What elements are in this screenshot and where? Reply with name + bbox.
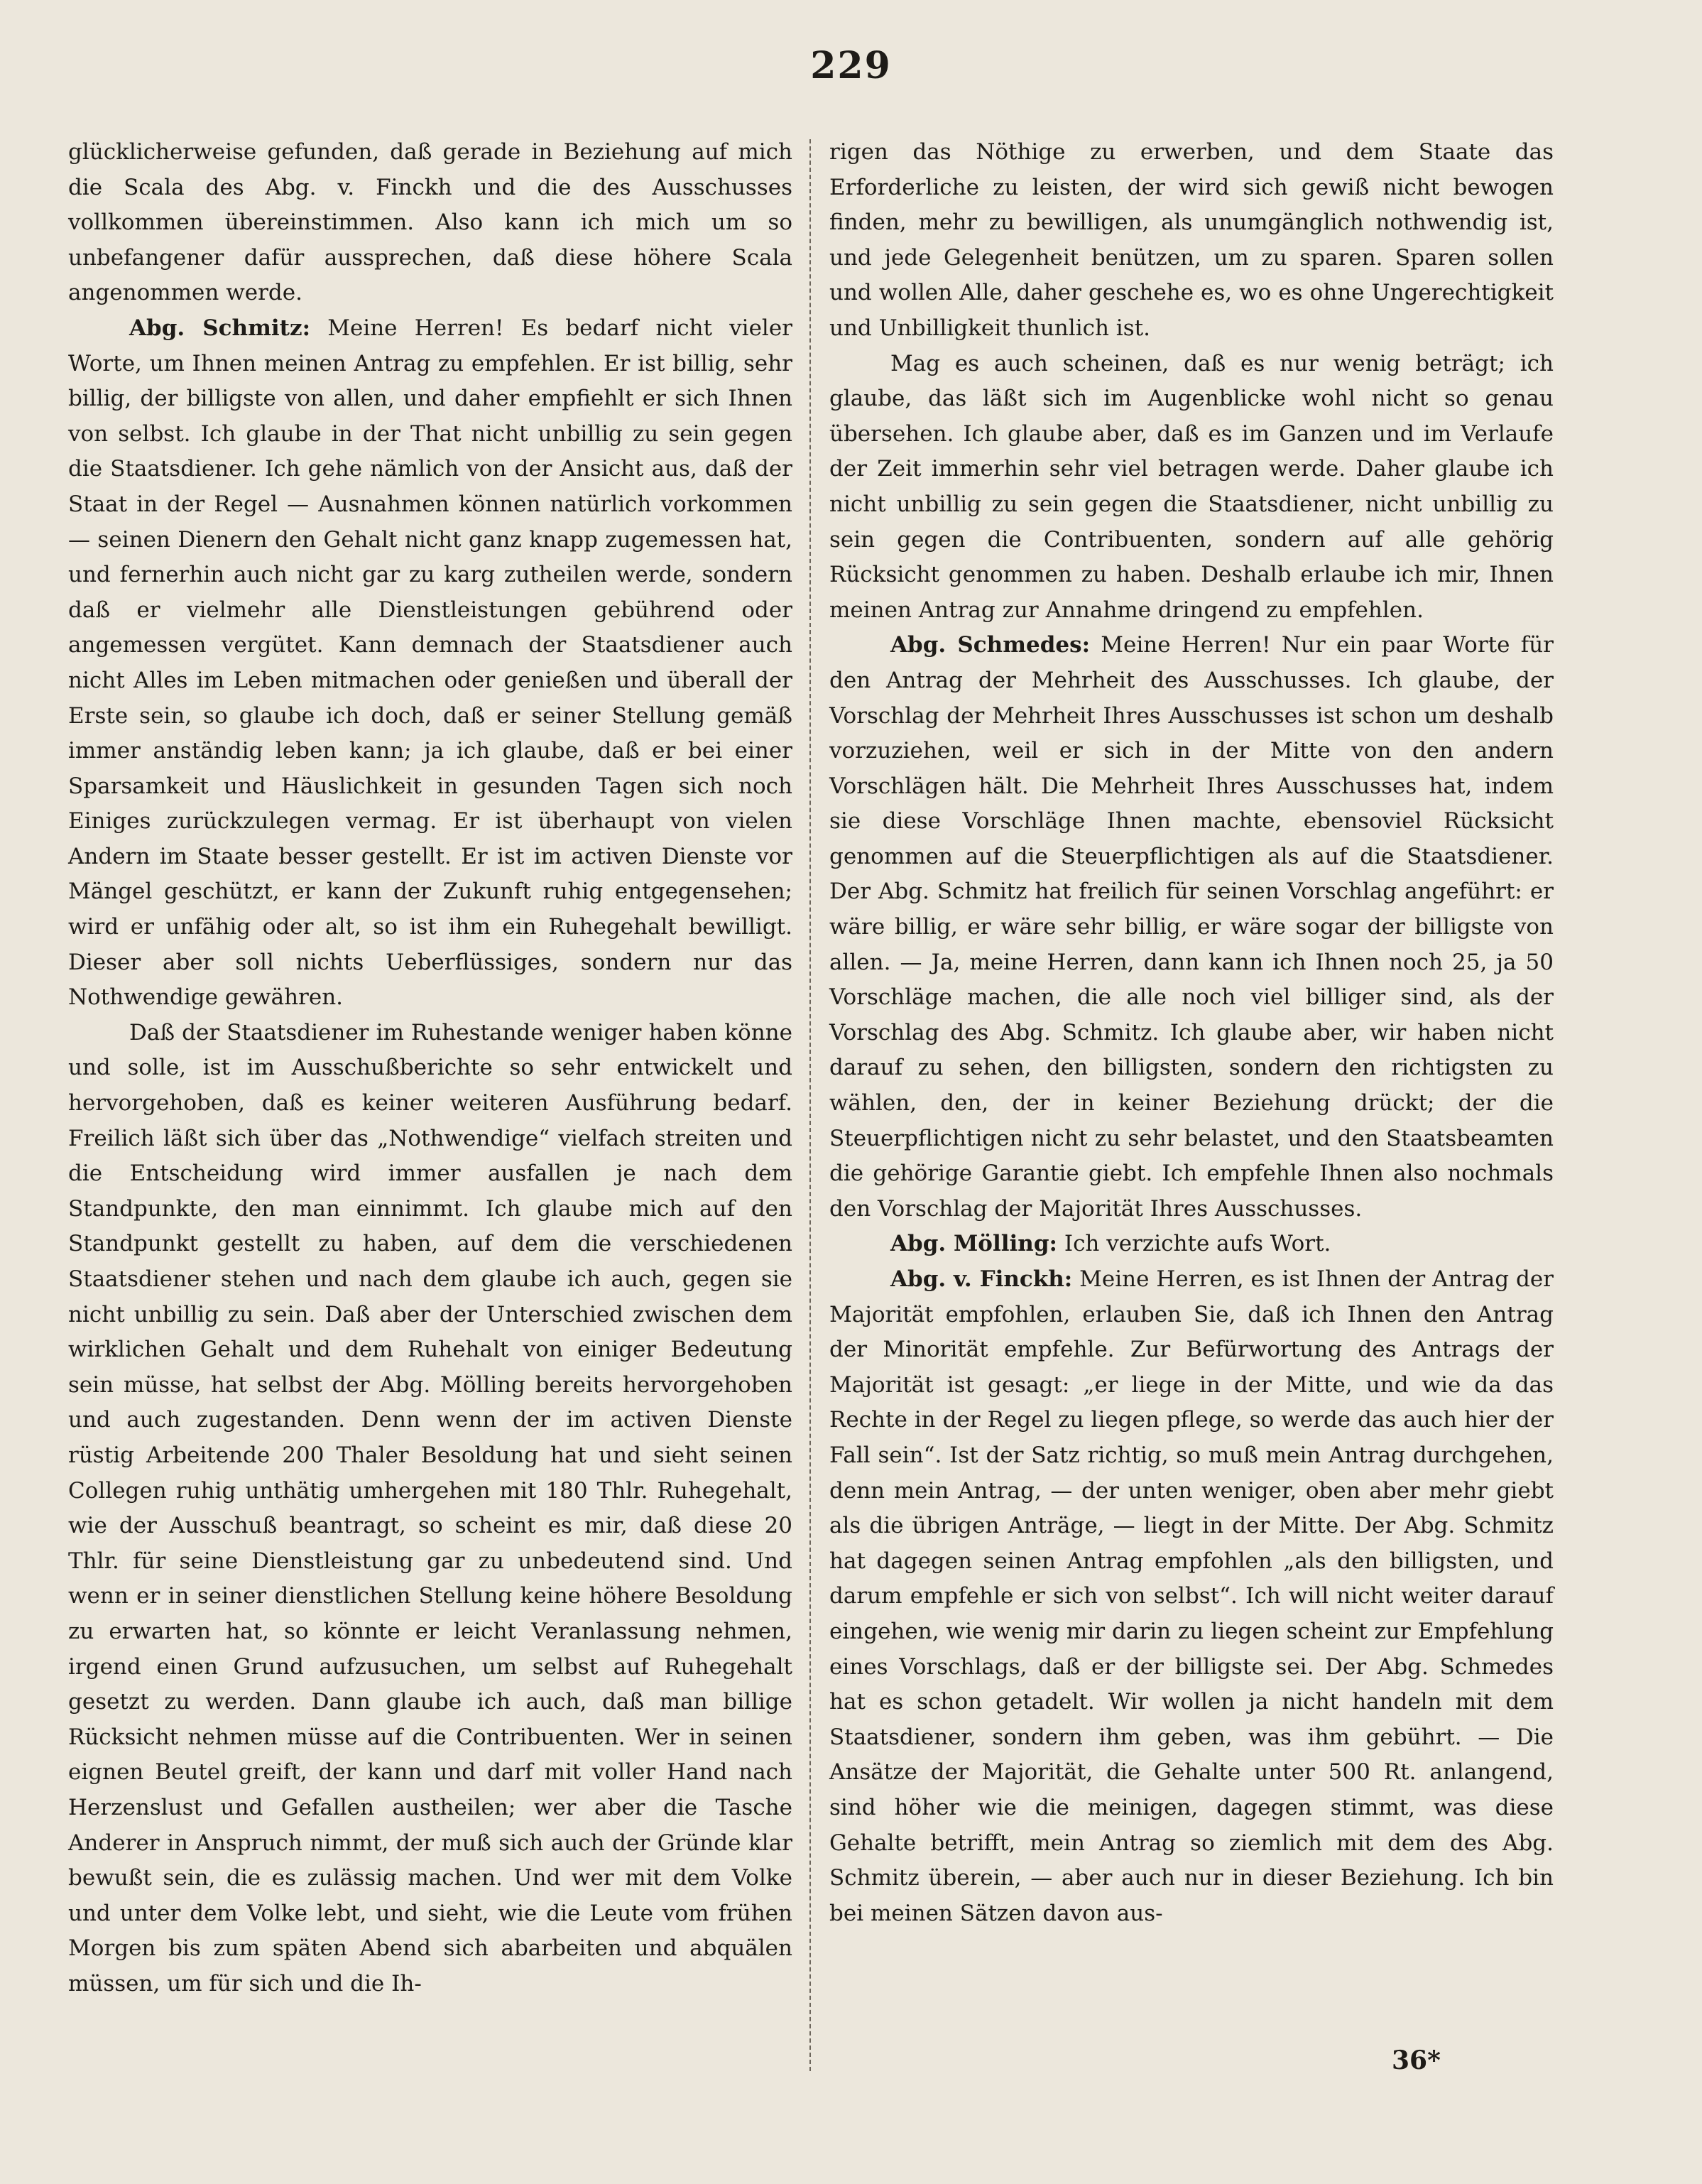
paragraph bbox=[68, 311, 792, 1016]
paragraph-text: glücklicherweise gefunden, daß gerade in Beziehung auf mich die Scala des Abg. v. Finckh und die des Ausschusses vollkommen übereinstimmen. Also kann ich mich um so unbefangener dafür aussprechen, daß diese höhere Scala angenommen werde. bbox=[68, 139, 792, 306]
paragraph bbox=[829, 347, 1554, 629]
paragraph bbox=[829, 628, 1554, 1227]
speaker-name: Abg. v. Finckh: bbox=[890, 1266, 1073, 1292]
paragraph-text: Mag es auch scheinen, daß es nur wenig beträgt; ich glaube, das läßt sich im Augenblicke wohl nicht so genau übersehen. Ich glaube aber, daß es im Ganzen und im Verlaufe der Zeit immerhin sehr viel betragen werde. Daher glaube ich nicht unbillig zu sein gegen die Staatsdiener, nicht unbillig zu sein gegen die Contribuenten, sondern auf alle gehörig Rücksicht genommen zu haben. Deshalb erlaube ich mir, Ihnen meinen Antrag zur Annahme dringend zu empfehlen. bbox=[829, 350, 1554, 623]
paragraph bbox=[68, 135, 792, 311]
paragraph bbox=[829, 1227, 1554, 1262]
paragraph-text: rigen das Nöthige zu erwerben, und dem Staate das Erforderliche zu leisten, der wird sich gewiß nicht bewogen finden, mehr zu bewilligen, als unumgänglich nothwendig ist, und jede Gelegenheit benützen, um zu sparen. Sparen sollen und wollen Alle, daher geschehe es, wo es ohne Ungerechtigkeit und Unbilligkeit thunlich ist. bbox=[829, 139, 1554, 341]
paragraph-text: Meine Herren! Es bedarf nicht vieler Worte, um Ihnen meinen Antrag zu empfehlen. Er ist billig, sehr billig, der billigste von allen, und daher empfiehlt er sich Ihnen von selbst. Ich glaube in der That nicht unbillig zu sein gegen die Staatsdiener. Ich gehe nämlich von der Ansicht aus, daß der Staat in der Regel — Ausnahmen können natürlich vorkommen — seinen Dienern den Gehalt nicht ganz knapp zugemessen hat, und fernerhin auch nicht gar zu karg zutheilen werde, sondern daß er vielmehr alle Dienstleistungen gebührend oder angemessen vergütet. Kann demnach der Staatsdiener auch nicht Alles im Leben mitmachen oder genießen und überall der Erste sein, so glaube ich doch, daß er seiner Stellung gemäß immer anständig leben kann; ja ich glaube, daß er bei einer Sparsamkeit und Häuslichkeit in gesunden Tagen sich noch Einiges zurückzulegen vermag. Er ist überhaupt von vielen Andern im Staate besser gestellt. Er ist im activen Dienste vor Mängel geschützt, er kann der Zukunft ruhig entgegensehen; wird er unfähig oder alt, so ist ihm ein Ruhegehalt bewilligt. Dieser aber soll nichts Ueberflüssiges, sondern nur das Nothwendige gewähren. bbox=[68, 315, 792, 1011]
column-divider bbox=[809, 139, 811, 2071]
paragraph bbox=[829, 1262, 1554, 1931]
right-column bbox=[829, 135, 1554, 1931]
paragraph-text: Ich verzichte aufs Wort. bbox=[1057, 1231, 1331, 1257]
speaker-name: Abg. Mölling: bbox=[890, 1231, 1057, 1257]
page-number: 229 bbox=[810, 44, 892, 87]
paragraph bbox=[829, 135, 1554, 347]
speaker-name: Abg. Schmitz: bbox=[129, 315, 311, 341]
paragraph bbox=[68, 1016, 792, 2002]
signature-mark: 36* bbox=[1392, 2046, 1441, 2075]
paragraph-text: Daß der Staatsdiener im Ruhestande weniger haben könne und solle, ist im Ausschußberichte so sehr entwickelt und hervorgehoben, daß es keiner weiteren Ausführung bedarf. Freilich läßt sich über das „Nothwendige“ vielfach streiten und die Entscheidung wird immer ausfallen je nach dem Standpunkte, den man einnimmt. Ich glaube mich auf den Standpunkt gestellt zu haben, auf dem die verschiedenen Staatsdiener stehen und nach dem glaube ich auch, gegen sie nicht unbillig zu sein. Daß aber der Unterschied zwischen dem wirklichen Gehalt und dem Ruhehalt von einiger Bedeutung sein müsse, hat selbst der Abg. Mölling bereits hervorgehoben und auch zugestanden. Denn wenn der im activen Dienste rüstig Arbeitende 200 Thaler Besoldung hat und sieht seinen Collegen ruhig unthätig umhergehen mit 180 Thlr. Ruhegehalt, wie der Ausschuß beantragt, so scheint es mir, daß diese 20 Thlr. für seine Dienstleistung gar zu unbedeutend sind. Und wenn er in seiner dienstlichen Stellung keine höhere Besoldung zu erwarten hat, so könnte er leicht Veranlassung nehmen, irgend einen Grund aufzusuchen, um selbst auf Ruhegehalt gesetzt zu werden. Dann glaube ich auch, daß man billige Rücksicht nehmen müsse auf die Contribuenten. Wer in seinen eignen Beutel greift, der kann und darf mit voller Hand nach Herzenslust und Gefallen austheilen; wer aber die Tasche Anderer in Anspruch nimmt, der muß sich auch der Gründe klar bewußt sein, die es zulässig machen. Und wer mit dem Volke und unter dem Volke lebt, und sieht, wie die Leute vom frühen Morgen bis zum späten Abend sich abarbeiten und abquälen müssen, um für sich und die Ih- bbox=[68, 1019, 792, 1996]
speaker-name: Abg. Schmedes: bbox=[890, 632, 1091, 658]
paragraph-text: Meine Herren! Nur ein paar Worte für den Antrag der Mehrheit des Ausschusses. Ich glaube, der Vorschlag der Mehrheit Ihres Ausschusses ist schon um deshalb vorzuziehen, weil er sich in der Mitte von den andern Vorschlägen hält. Die Mehrheit Ihres Ausschusses hat, indem sie diese Vorschläge Ihnen machte, ebensoviel Rücksicht genommen auf die Steuerpflichtigen als auf die Staatsdiener. Der Abg. Schmitz hat freilich für seinen Vorschlag angeführt: er wäre billig, er wäre sehr billig, er wäre sogar der billigste von allen. — Ja, meine Herren, dann kann ich Ihnen noch 25, ja 50 Vorschläge machen, die alle noch viel billiger sind, als der Vorschlag des Abg. Schmitz. Ich glaube aber, wir haben nicht darauf zu sehen, den billigsten, sondern den richtigsten zu wählen, den, der in keiner Beziehung drückt; der die Steuerpflichtigen nicht zu sehr belastet, und den Staatsbeamten die gehörige Garantie giebt. Ich empfehle Ihnen also nochmals den Vorschlag der Majorität Ihres Ausschusses. bbox=[829, 632, 1554, 1222]
paragraph-text: Meine Herren, es ist Ihnen der Antrag der Majorität empfohlen, erlauben Sie, daß ich Ihnen den Antrag der Minorität empfehle. Zur Befürwortung des Antrags der Majorität ist gesagt: „er liege in der Mitte, und wie da das Rechte in der Regel zu liegen pflege, so werde das auch hier der Fall sein“. Ist der Satz richtig, so muß mein Antrag durchgehen, denn mein Antrag, — der unten weniger, oben aber mehr giebt als die übrigen Anträge, — liegt in der Mitte. Der Abg. Schmitz hat dagegen seinen Antrag empfohlen „als den billigsten, und darum empfehle er sich von selbst“. Ich will nicht weiter darauf eingehen, wie wenig mir darin zu liegen scheint zur Empfehlung eines Vorschlags, daß er der billigste sei. Der Abg. Schmedes hat es schon getadelt. Wir wollen ja nicht handeln mit dem Staatsdiener, sondern ihm geben, was ihm gebührt. — Die Ansätze der Majorität, die Gehalte unter 500 Rt. anlangend, sind höher wie die meinigen, dagegen stimmt, was diese Gehalte betrifft, mein Antrag so ziemlich mit dem des Abg. Schmitz überein, — aber auch nur in dieser Beziehung. Ich bin bei meinen Sätzen davon aus- bbox=[829, 1266, 1554, 1926]
left-column bbox=[68, 135, 792, 2001]
